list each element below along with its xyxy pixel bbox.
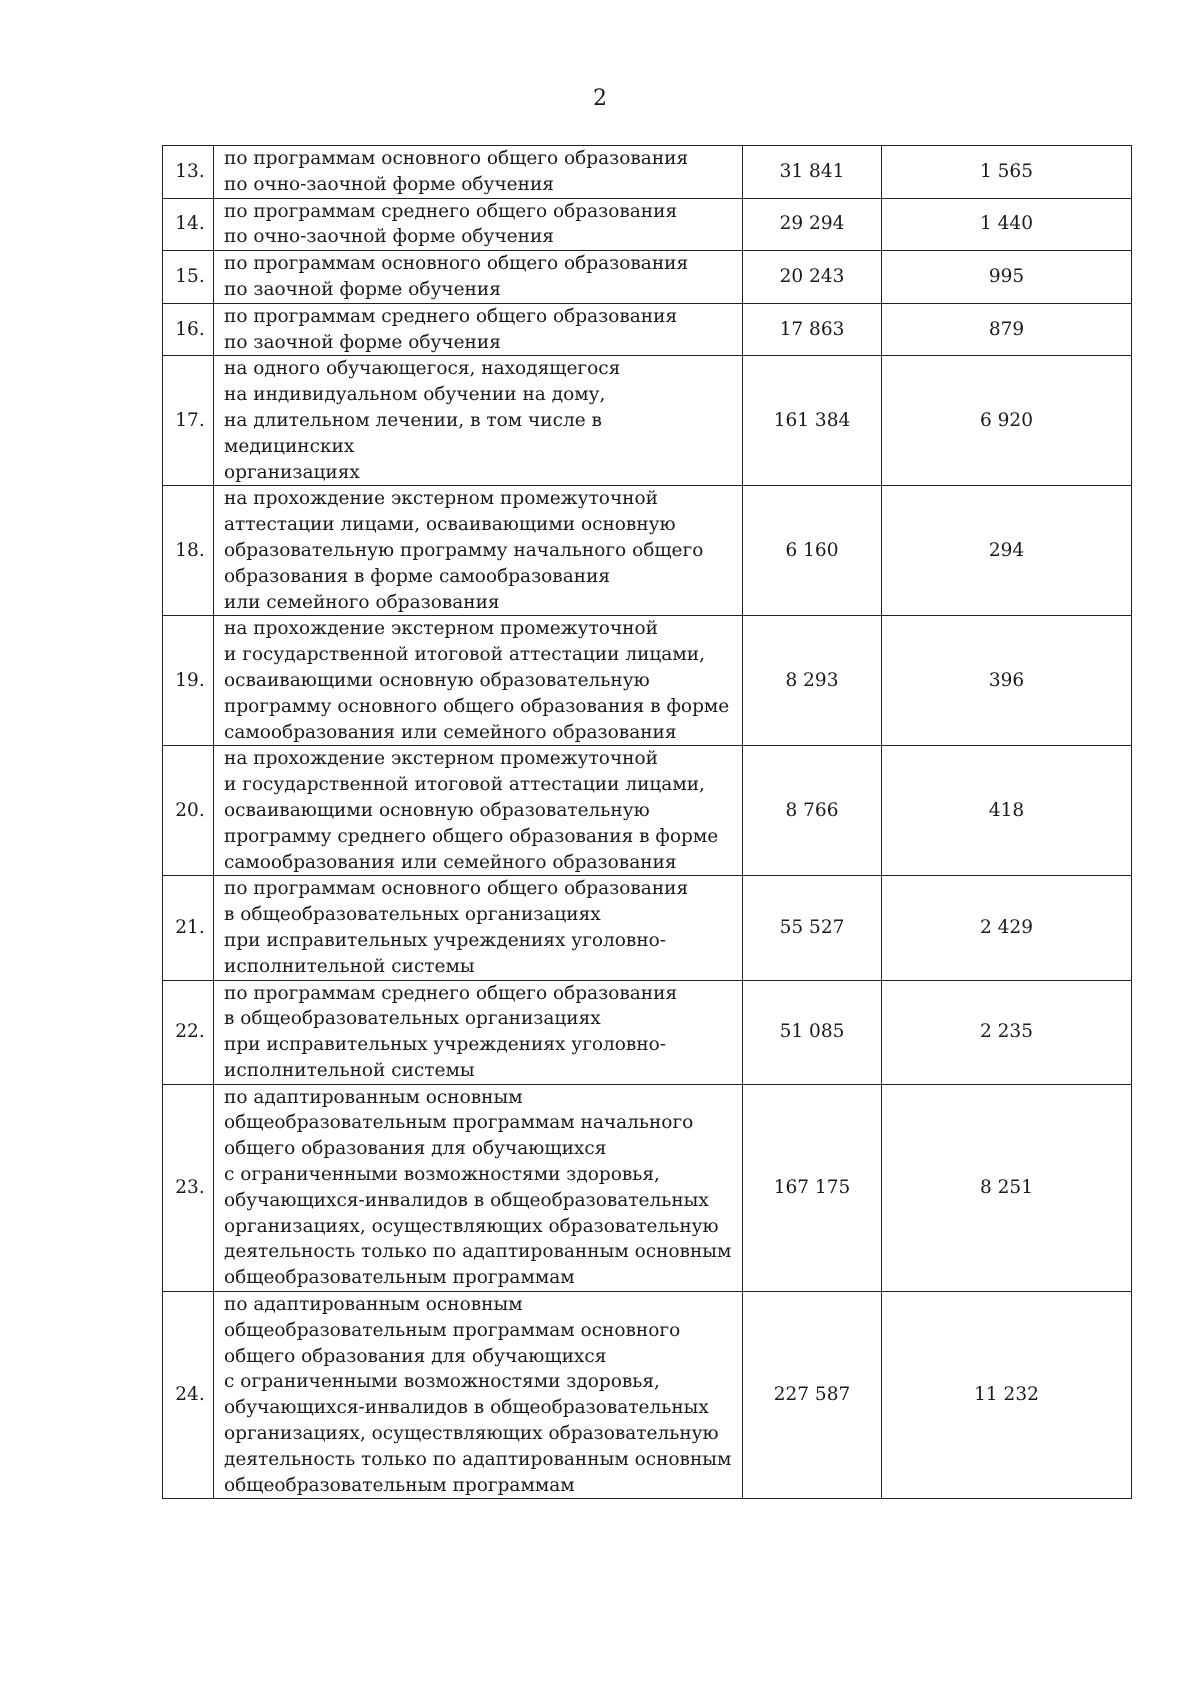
row-value-1: 167 175 [743,1084,882,1291]
row-description: по программам основного общего образования в общеобразовательных организациях при исправительных учреждениях уголовно- исполнительной системы [214,876,743,980]
row-number: 21. [163,876,214,980]
row-number: 24. [163,1292,214,1499]
row-description: по программам среднего общего образования в общеобразовательных организациях при исправительных учреждениях уголовно- исполнительной системы [214,980,743,1084]
row-number: 17. [163,356,214,486]
row-value-1: 8 293 [743,616,882,746]
row-number: 19. [163,616,214,746]
row-description: по программам среднего общего образования по очно-заочной форме обучения [214,198,743,251]
row-value-2: 418 [882,746,1132,876]
row-number: 20. [163,746,214,876]
table-row [163,1084,1132,1291]
row-value-2: 879 [882,303,1132,356]
table-row [163,146,1132,199]
row-value-1: 227 587 [743,1292,882,1499]
row-value-2: 1 565 [882,146,1132,199]
row-description: на одного обучающегося, находящегося на индивидуальном обучении на дому, на длительном лечении, в том числе в медицинских организациях [214,356,743,486]
row-value-1: 55 527 [743,876,882,980]
row-value-2: 294 [882,486,1132,616]
table-row [163,303,1132,356]
row-value-1: 161 384 [743,356,882,486]
row-description: по программам основного общего образования по очно-заочной форме обучения [214,146,743,199]
row-number: 23. [163,1084,214,1291]
row-value-2: 396 [882,616,1132,746]
row-value-2: 6 920 [882,356,1132,486]
row-value-1: 17 863 [743,303,882,356]
row-description: на прохождение экстерном промежуточной и государственной итоговой аттестации лицами, осваивающими основную образовательную программу основного общего образования в форме самообразования или семейного образования [214,616,743,746]
row-value-2: 2 235 [882,980,1132,1084]
table-row [163,356,1132,486]
table-row [163,251,1132,304]
row-number: 14. [163,198,214,251]
funding-table [162,145,1132,1499]
row-value-1: 8 766 [743,746,882,876]
row-number: 16. [163,303,214,356]
table-row [163,198,1132,251]
row-description: по программам основного общего образования по заочной форме обучения [214,251,743,304]
row-value-2: 995 [882,251,1132,304]
row-value-1: 51 085 [743,980,882,1084]
page-number: 2 [593,86,607,111]
row-value-2: 2 429 [882,876,1132,980]
row-description: по адаптированным основным общеобразовательным программам начального общего образования для обучающихся с ограниченными возможностями здоровья, обучающихся-инвалидов в общеобразовательных организациях, осуществляющих образовательную деятельность только по адаптированным основным общеобразовательным программам [214,1084,743,1291]
row-description: на прохождение экстерном промежуточной и государственной итоговой аттестации лицами, осваивающими основную образовательную программу среднего общего образования в форме самообразования или семейного образования [214,746,743,876]
row-description: на прохождение экстерном промежуточной аттестации лицами, осваивающими основную образовательную программу начального общего образования в форме самообразования или семейного образования [214,486,743,616]
row-value-1: 20 243 [743,251,882,304]
row-value-2: 8 251 [882,1084,1132,1291]
row-value-1: 31 841 [743,146,882,199]
row-value-2: 1 440 [882,198,1132,251]
table-row [163,980,1132,1084]
row-number: 13. [163,146,214,199]
row-value-1: 6 160 [743,486,882,616]
table-body [163,146,1132,1499]
table-row [163,1292,1132,1499]
row-number: 15. [163,251,214,304]
row-description: по адаптированным основным общеобразовательным программам основного общего образования для обучающихся с ограниченными возможностями здоровья, обучающихся-инвалидов в общеобразовательных организациях, осуществляющих образовательную деятельность только по адаптированным основным общеобразовательным программам [214,1292,743,1499]
row-number: 22. [163,980,214,1084]
table-row [163,876,1132,980]
table-row [163,486,1132,616]
table-row [163,616,1132,746]
row-number: 18. [163,486,214,616]
row-value-1: 29 294 [743,198,882,251]
row-description: по программам среднего общего образования по заочной форме обучения [214,303,743,356]
row-value-2: 11 232 [882,1292,1132,1499]
table-row [163,746,1132,876]
